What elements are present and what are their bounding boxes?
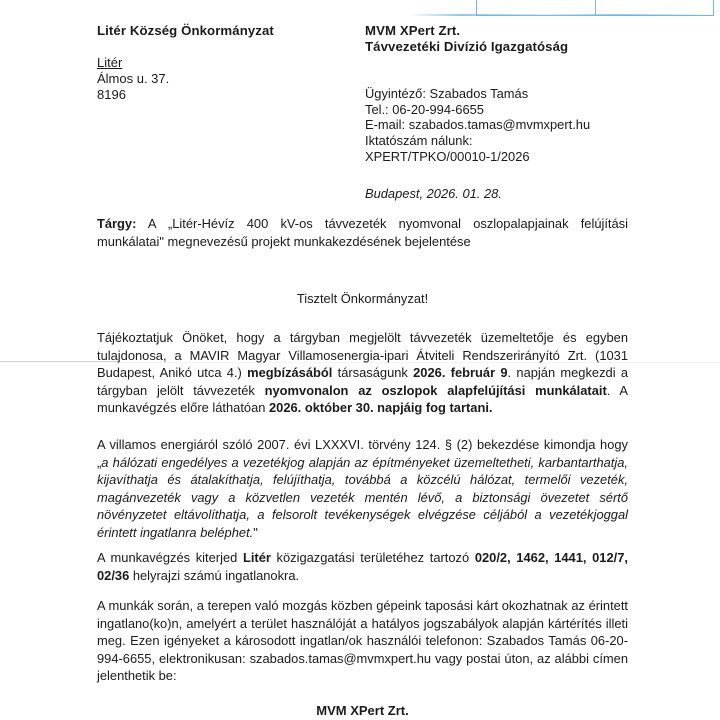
lots-bold-municipality: Litér [242, 550, 271, 565]
lots-segment-1: A munkavégzés kiterjed [97, 550, 243, 565]
subject-line [97, 215, 628, 250]
recipient-street: Álmos u. 37. [97, 71, 170, 87]
subject-text: A „Litér-Hévíz 400 kV-os távvezeték nyomvonal oszlopalapjainak felújítási munkálatai" megnevezésű projekt munkakezdésének bejelentése [97, 216, 628, 249]
sender-contact-line: Ügyintéző: Szabados Tamás [365, 86, 529, 102]
sender-email-line: E-mail: szabados.tamas@mvmxpert.hu [365, 117, 591, 133]
paragraph-introduction [97, 329, 628, 417]
paragraph-damage-compensation: A munkák során, a terepen való mozgás közben gépeink taposási kárt okozhatnak az érintett ingatlano(ko)n, amelyért a terület használóját a hatályos jogszabályok alapján kártérítés illeti meg. Ezen igényeket a károsodott ingatlan/ok használói telefonon: Szabados Tamás 06-20-994-6655, elektronikusan: szabados.tamas@mvmxpert.hu vagy postai úton, az alábbi címen jelenthetik be: [97, 598, 628, 684]
intro-segment-2: társaságunk [332, 365, 414, 381]
recipient-postal-code: 8196 [97, 87, 126, 103]
letter-content [97, 0, 628, 200]
recipient-organization: Litér Község Önkormányzat [97, 23, 274, 38]
sender-reference-number: XPERT/TPKO/00010-1/2026 [365, 148, 530, 164]
footer-company-name: MVM XPert Zrt. [316, 703, 409, 718]
paragraph-affected-parcels [97, 549, 628, 584]
intro-bold-end-date: 2026. október 30. napjáig fog tartani. [268, 400, 493, 416]
recipient-address [97, 55, 347, 104]
intro-segment-4: . A munkavégzés előre láthatóan [97, 382, 628, 416]
recipient-city: Litér [97, 55, 123, 70]
recipient-block [97, 23, 347, 104]
sender-contact-block [365, 86, 628, 164]
subject-label: Tárgy: [97, 216, 137, 231]
law-quoted-text: a hálózati engedélyes a vezetékjog alapján az építményeket üzemeltetheti, karbantarthatja, kijavíthatja és átalakíthatja, felújíthatja, továbbá a közcélú hálózat, termelői vezeték, magánvezeték vagy a közvetlen vezeték mentén lévő, a biztonsági övezetet sértő növényzetet eltávolíthatja, a felsorolt tevékenységek elvégzése céljából a vezetékjoggal érintett ingatlanra beléphet. [97, 454, 628, 540]
intro-bold-commission: megbízásából [247, 365, 333, 381]
sender-reference-label: Iktatószám nálunk: [365, 132, 473, 148]
intro-bold-works: nyomvonalon az oszlopok alapfelújítási munkálatait [264, 382, 607, 398]
letterhead [97, 0, 628, 200]
lots-segment-2: közigazgatási területéhez tartozó [270, 550, 475, 565]
quote-close-mark: " [253, 524, 258, 540]
paragraph-legal-citation [97, 436, 628, 542]
intro-bold-start-date: 2026. február 9 [413, 365, 508, 381]
salutation: Tisztelt Önkormányzat! [296, 291, 429, 306]
place-and-date: Budapest, 2026. 01. 28. [365, 186, 502, 202]
quote-open-mark: „ [97, 454, 102, 470]
lots-bold-parcel-numbers: 020/2, 1462, 1441, 012/7, 02/36 [97, 550, 628, 583]
sender-block [365, 23, 628, 201]
intro-segment-1: Tájékoztatjuk Önöket, hogy a tárgyban megjelölt távvezeték üzemeltetője és egyben tulajdonosa, a MAVIR Magyar Villamosenergia-ipari Átviteli Rendszerirányító Zrt. (1031 Budapest, Anikó utca 4.) [97, 330, 628, 381]
law-intro-text: A villamos energiáról szóló 2007. évi LXXXVI. törvény 124. § (2) bekezdése kimondja hogy [97, 437, 628, 452]
sender-company: MVM XPert Zrt. [365, 23, 461, 38]
sender-phone-line: Tel.: 06-20-994-6655 [365, 101, 484, 117]
lots-segment-3: helyrajzi számú ingatlanokra. [129, 567, 300, 583]
footer-cropped-line [97, 716, 628, 720]
sender-division: Távvezetéki Divízió Igazgatóság [365, 38, 569, 54]
intro-segment-3: . napján megkezdi a tárgyban jelölt távvezeték [97, 365, 629, 398]
